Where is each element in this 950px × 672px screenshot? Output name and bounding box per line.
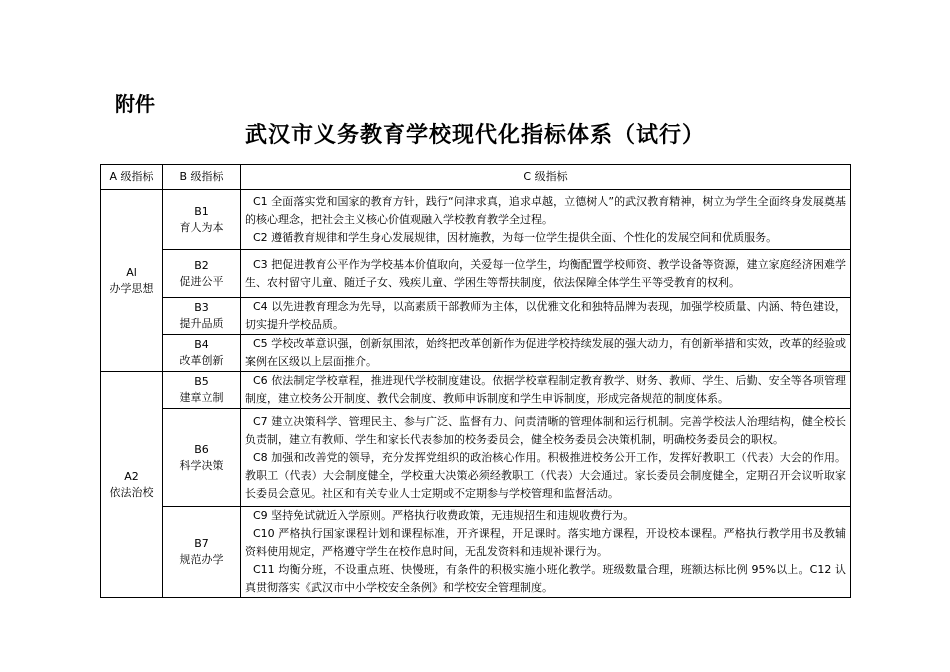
table-row [101, 190, 851, 250]
b7-name: 规范办学 [179, 553, 224, 566]
c3-text: C3 把促进教育公平作为学校基本价值取向，关爱每一位学生，均衡配置学校师资、教学设备等资源，建立家庭经济困难学生、农村留守儿童、随迁子女、残疾儿童、学困生等帮扶制度，依法保障全体学生平等受教育的权利。 [245, 257, 846, 289]
a2-code: A2 [124, 469, 139, 483]
b6-cell [163, 409, 241, 507]
c5-text: C5 学校改革意识强，创新氛围浓，始终把改革创新作为促进学校持续发展的强大动力，有创新举措和实效，改革的经验或案例在区级以上层面推介。 [245, 337, 846, 368]
b3-cell [163, 298, 241, 335]
a2-cell [101, 372, 163, 598]
b2-code: B2 [194, 258, 209, 272]
b2-cell [163, 250, 241, 298]
b4-c-cell [241, 335, 851, 372]
table-header-row [101, 165, 851, 190]
c7-text: C7 建立决策科学、管理民主、参与广泛、监督有力、问责清晰的管理体制和运行机制。完善学校法人治理结构，健全校长负责制，建立有教师、学生和家长代表参加的校务委员会，健全校务委员会决策机制，明确校务委员会的职权。 [245, 414, 846, 446]
c11-c12-text: C11 均衡分班，不设重点班、快慢班，有条件的积极实施小班化教学。班级数量合理，班额达标比例 95%以上。C12 认真贯彻落实《武汉市中小学校安全条例》和学校安全管理制度。 [245, 563, 846, 594]
attachment-label: 附件 [115, 92, 155, 116]
b5-code: B5 [194, 375, 209, 388]
b6-name: 科学决策 [179, 458, 224, 472]
table-row [101, 372, 851, 409]
table-row [101, 298, 851, 335]
b5-c-cell [241, 372, 851, 409]
document-title: 武汉市义务教育学校现代化指标体系（试行） [244, 123, 705, 148]
b7-c-cell [241, 507, 851, 598]
b4-name: 改革创新 [179, 354, 224, 367]
table-row [101, 250, 851, 298]
b7-code: B7 [194, 537, 209, 550]
b4-cell [163, 335, 241, 372]
table-row [101, 409, 851, 507]
b5-name: 建章立制 [179, 391, 224, 404]
b1-cell [163, 190, 241, 250]
a2-name: 依法治校 [109, 485, 154, 499]
c4-text: C4 以先进教育理念为先导，以高素质干部教师为主体，以优雅文化和独特品牌为表现，加强学校质量、内涵、特色建设，切实提升学校品质。 [245, 300, 846, 331]
b6-c-cell [241, 409, 851, 507]
indicator-table [100, 164, 851, 598]
table-row [101, 507, 851, 598]
b2-name: 促进公平 [179, 274, 224, 288]
a1-cell [101, 190, 163, 372]
b6-code: B6 [194, 442, 209, 456]
c10-text: C10 严格执行国家课程计划和课程标准，开齐课程，开足课时。落实地方课程，开设校本课程。严格执行教学用书及教辅资料使用规定，严格遵守学生在校作息时间，无乱发资料和违规补课行为。 [245, 527, 846, 558]
b3-code: B3 [194, 301, 209, 314]
table-row [101, 335, 851, 372]
b1-c-cell [241, 190, 851, 250]
b2-c-cell [241, 250, 851, 298]
header-a-level: A 级指标 [101, 165, 163, 190]
b4-code: B4 [194, 338, 209, 351]
a1-code: Al [126, 265, 137, 279]
c9-text: C9 坚持免试就近入学原则。严格执行收费政策，无违规招生和违规收费行为。 [253, 509, 635, 522]
a1-name: 办学思想 [109, 281, 154, 295]
b7-cell [163, 507, 241, 598]
b5-cell [163, 372, 241, 409]
b1-code: B1 [194, 204, 209, 218]
header-c-level: C 级指标 [241, 165, 851, 190]
c1-text: C1 全面落实党和国家的教育方针，践行“问津求真，追求卓越，立德树人”的武汉教育精神，树立为学生全面终身发展奠基的核心理念，把社会主义核心价值观融入学校教育教学全过程。 [245, 194, 846, 226]
c2-text: C2 遵循教育规律和学生身心发展规律，因材施教，为每一位学生提供全面、个性化的发展空间和优质服务。 [253, 230, 778, 244]
b3-name: 提升品质 [179, 317, 224, 330]
c8-text: C8 加强和改善党的领导，充分发挥党组织的政治核心作用。积极推进校务公开工作，发挥好教职工（代表）大会的作用。教职工（代表）大会制度健全，学校重大决策必须经教职工（代表）大会通过。家长委员会制度健全，定期召开会议听取家长委员会意见。社区和有关专业人士定期或不定期参与学校管理和监督活动。 [245, 450, 846, 500]
b1-name: 育人为本 [179, 220, 224, 234]
c6-text: C6 依法制定学校章程，推进现代学校制度建设。依据学校章程制定教育教学、财务、教师、学生、后勤、安全等各项管理制度，建立校务公开制度、教代会制度、教师申诉制度和学生申诉制度，形成完备规范的制度体系。 [245, 374, 846, 405]
b3-c-cell [241, 298, 851, 335]
header-b-level: B 级指标 [163, 165, 241, 190]
